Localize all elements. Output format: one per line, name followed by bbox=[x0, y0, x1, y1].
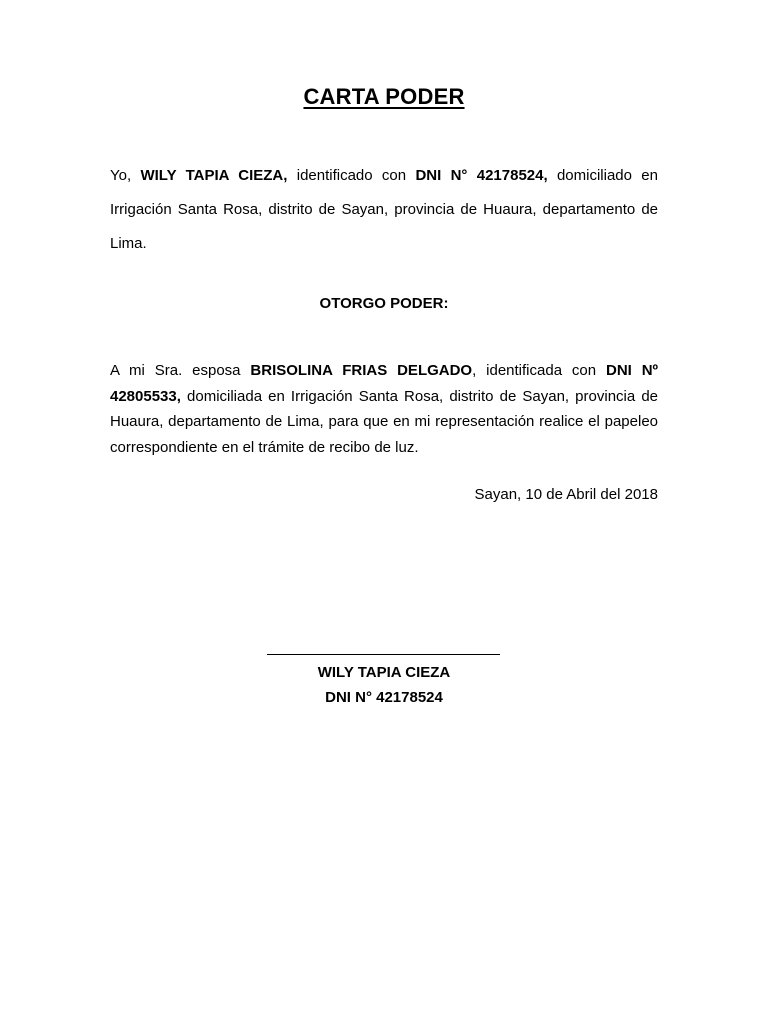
document-title: CARTA PODER bbox=[303, 84, 465, 109]
grantor-text-3: domiciliado en Irrigación Santa Rosa, distrito de Sayan, provincia de Huaura, departamento de Lima. bbox=[110, 167, 658, 252]
grantor-dni: DNI N° 42178524, bbox=[415, 167, 548, 184]
grant-heading: OTORGO PODER: bbox=[319, 295, 449, 312]
grantee-text-1: A mi Sra. esposa bbox=[110, 362, 251, 379]
grantor-name: WILY TAPIA CIEZA, bbox=[140, 167, 288, 184]
grantor-paragraph bbox=[110, 159, 658, 261]
grantee-paragraph bbox=[110, 358, 658, 460]
grantee-name: BRISOLINA FRIAS DELGADO bbox=[250, 362, 473, 379]
grantor-text-1: Yo, bbox=[110, 167, 141, 184]
signature-line bbox=[267, 654, 500, 655]
signature-name: WILY TAPIA CIEZA bbox=[317, 664, 451, 681]
grantor-text-2: identificado con bbox=[287, 167, 416, 184]
grantee-text-3: domiciliada en Irrigación Santa Rosa, distrito de Sayan, provincia de Huaura, departamento de Lima, para que en mi representación realice el papeleo correspondiente en el trámite de recibo de luz. bbox=[110, 387, 658, 456]
signature-dni: DNI N° 42178524 bbox=[325, 689, 443, 706]
document-date: Sayan, 10 de Abril del 2018 bbox=[474, 486, 658, 503]
grantee-dni: DNI Nº 42805533, bbox=[110, 362, 659, 405]
grantee-text-2: , identificada con bbox=[472, 362, 606, 379]
